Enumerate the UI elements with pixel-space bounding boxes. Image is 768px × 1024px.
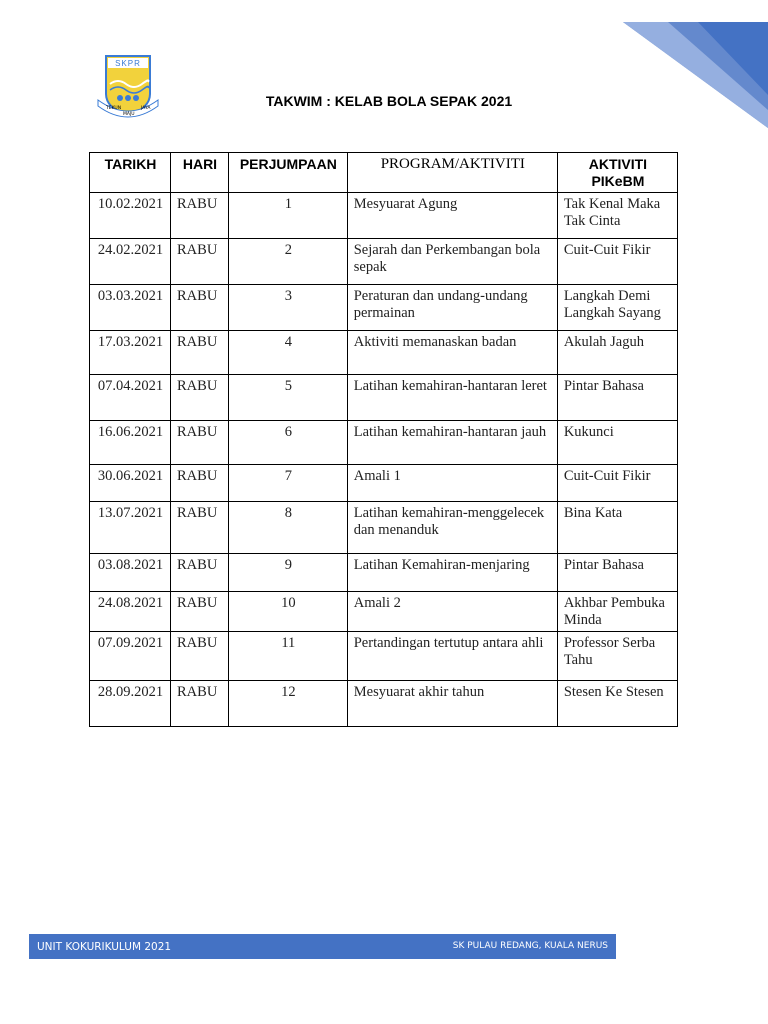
- cell-perjumpaan: 1: [228, 193, 347, 239]
- cell-hari: RABU: [171, 681, 229, 727]
- cell-tarikh: 03.08.2021: [90, 554, 171, 592]
- cell-hari: RABU: [171, 285, 229, 331]
- cell-perjumpaan: 12: [228, 681, 347, 727]
- cell-aktiviti: Kukunci: [557, 421, 677, 465]
- cell-hari: RABU: [171, 421, 229, 465]
- table-row: [90, 239, 678, 285]
- cell-aktiviti: Professor Serba Tahu: [557, 632, 677, 681]
- table-header-row: [90, 153, 678, 193]
- table-row: [90, 502, 678, 554]
- footer-right-text: SK PULAU REDANG, KUALA NERUS: [452, 941, 608, 951]
- cell-hari: RABU: [171, 331, 229, 375]
- table-row: [90, 465, 678, 502]
- cell-hari: RABU: [171, 375, 229, 421]
- cell-aktiviti: Cuit-Cuit Fikir: [557, 465, 677, 502]
- header-program: PROGRAM/AKTIVITI: [347, 153, 557, 193]
- cell-hari: RABU: [171, 592, 229, 632]
- logo-ribbon-right: JAYA: [141, 106, 151, 111]
- cell-tarikh: 24.02.2021: [90, 239, 171, 285]
- cell-aktiviti: Akulah Jaguh: [557, 331, 677, 375]
- cell-tarikh: 03.03.2021: [90, 285, 171, 331]
- cell-tarikh: 07.04.2021: [90, 375, 171, 421]
- table-row: [90, 421, 678, 465]
- logo-top-text: SKPR: [115, 59, 141, 68]
- cell-tarikh: 13.07.2021: [90, 502, 171, 554]
- cell-hari: RABU: [171, 465, 229, 502]
- cell-program: Latihan kemahiran-hantaran leret: [347, 375, 557, 421]
- header-hari: HARI: [171, 153, 229, 193]
- cell-tarikh: 17.03.2021: [90, 331, 171, 375]
- cell-aktiviti: Tak Kenal Maka Tak Cinta: [557, 193, 677, 239]
- cell-aktiviti: Bina Kata: [557, 502, 677, 554]
- table-row: [90, 285, 678, 331]
- cell-tarikh: 07.09.2021: [90, 632, 171, 681]
- cell-program: Pertandingan tertutup antara ahli: [347, 632, 557, 681]
- cell-program: Amali 2: [347, 592, 557, 632]
- logo-ribbon-left: TEKUN: [106, 106, 122, 111]
- table-row: [90, 375, 678, 421]
- cell-perjumpaan: 2: [228, 239, 347, 285]
- cell-hari: RABU: [171, 239, 229, 285]
- cell-program: Amali 1: [347, 465, 557, 502]
- header-aktiviti: AKTIVITI PIKeBM: [557, 153, 677, 193]
- page-title: TAKWIM : KELAB BOLA SEPAK 2021: [265, 93, 513, 109]
- cell-perjumpaan: 10: [228, 592, 347, 632]
- cell-tarikh: 30.06.2021: [90, 465, 171, 502]
- cell-program: Peraturan dan undang-undang permainan: [347, 285, 557, 331]
- cell-perjumpaan: 8: [228, 502, 347, 554]
- cell-perjumpaan: 9: [228, 554, 347, 592]
- cell-program: Latihan kemahiran-hantaran jauh: [347, 421, 557, 465]
- table-row: [90, 193, 678, 239]
- cell-program: Mesyuarat akhir tahun: [347, 681, 557, 727]
- cell-program: Aktiviti memanaskan badan: [347, 331, 557, 375]
- table-row: [90, 554, 678, 592]
- table-row: [90, 632, 678, 681]
- footer-left-text: UNIT KOKURIKULUM 2021: [37, 941, 172, 953]
- corner-decoration: [578, 0, 768, 130]
- cell-perjumpaan: 5: [228, 375, 347, 421]
- cell-perjumpaan: 4: [228, 331, 347, 375]
- cell-aktiviti: Cuit-Cuit Fikir: [557, 239, 677, 285]
- header-perjumpaan: PERJUMPAAN: [228, 153, 347, 193]
- cell-tarikh: 28.09.2021: [90, 681, 171, 727]
- cell-hari: RABU: [171, 632, 229, 681]
- cell-program: Mesyuarat Agung: [347, 193, 557, 239]
- cell-aktiviti: Pintar Bahasa: [557, 375, 677, 421]
- cell-tarikh: 16.06.2021: [90, 421, 171, 465]
- table-row: [90, 681, 678, 727]
- cell-aktiviti: Pintar Bahasa: [557, 554, 677, 592]
- cell-aktiviti: Akhbar Pembuka Minda: [557, 592, 677, 632]
- cell-program: Sejarah dan Perkembangan bola sepak: [347, 239, 557, 285]
- schedule-table: [89, 152, 678, 727]
- cell-aktiviti: Stesen Ke Stesen: [557, 681, 677, 727]
- school-logo: [96, 54, 160, 122]
- cell-aktiviti: Langkah Demi Langkah Sayang: [557, 285, 677, 331]
- cell-perjumpaan: 7: [228, 465, 347, 502]
- cell-tarikh: 10.02.2021: [90, 193, 171, 239]
- cell-hari: RABU: [171, 554, 229, 592]
- cell-tarikh: 24.08.2021: [90, 592, 171, 632]
- footer-bar: [29, 934, 616, 959]
- cell-perjumpaan: 6: [228, 421, 347, 465]
- cell-perjumpaan: 3: [228, 285, 347, 331]
- cell-program: Latihan Kemahiran-menjaring: [347, 554, 557, 592]
- cell-program: Latihan kemahiran-menggelecek dan menanduk: [347, 502, 557, 554]
- cell-perjumpaan: 11: [228, 632, 347, 681]
- logo-ribbon-mid: MAJU: [123, 112, 135, 117]
- header-tarikh: TARIKH: [90, 153, 171, 193]
- table-row: [90, 331, 678, 375]
- table-row: [90, 592, 678, 632]
- cell-hari: RABU: [171, 502, 229, 554]
- cell-hari: RABU: [171, 193, 229, 239]
